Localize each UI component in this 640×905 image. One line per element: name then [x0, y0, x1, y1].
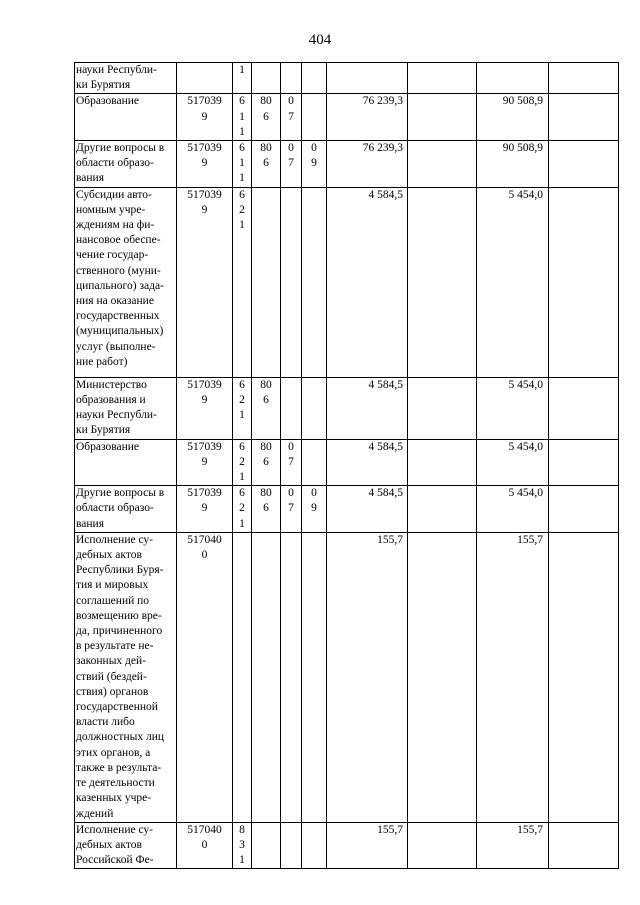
row-name-text: Другие вопросы в области образо- вания [76, 142, 165, 185]
row-name [75, 822, 177, 869]
admin-code-text: 80 6 [260, 378, 272, 406]
admin-code-text: 80 6 [260, 142, 272, 170]
empty-cell [549, 532, 619, 822]
empty-cell [408, 63, 477, 94]
table-row [75, 94, 619, 141]
row-name [75, 439, 177, 486]
amount-year-2-text: 5 454,0 [508, 487, 543, 500]
row-name [75, 63, 177, 94]
expense-type [233, 439, 252, 486]
row-name [75, 94, 177, 141]
table-row [75, 141, 619, 188]
admin-code [252, 486, 281, 533]
expense-type [233, 141, 252, 188]
amount-year-2-text: 5 454,0 [508, 188, 543, 201]
section-code [281, 94, 302, 141]
subsection-code [302, 141, 327, 188]
section-code [281, 822, 302, 869]
subsection-code [302, 63, 327, 94]
amount-year-2 [477, 486, 549, 533]
section-code [281, 439, 302, 486]
admin-code-text: 80 6 [260, 95, 272, 123]
budget-code-text: 517039 9 [187, 142, 222, 170]
admin-code [252, 377, 281, 439]
amount-year-2 [477, 532, 549, 822]
section-code [281, 532, 302, 822]
page-number: 404 [308, 32, 332, 48]
expense-type [233, 377, 252, 439]
amount-year-1-text: 76 239,3 [362, 142, 403, 155]
empty-cell [408, 141, 477, 188]
row-name-text: Министерство образования и науки Республи- ки Бурятия [76, 378, 157, 437]
budget-code [177, 377, 233, 439]
empty-cell [549, 141, 619, 188]
table-row [75, 486, 619, 533]
table-row [75, 532, 619, 822]
table-row [75, 187, 619, 377]
expense-type [233, 94, 252, 141]
admin-code-text: 80 6 [260, 487, 272, 515]
amount-year-1 [327, 822, 408, 869]
amount-year-2-text: 5 454,0 [508, 440, 543, 453]
subsection-code [302, 94, 327, 141]
row-name [75, 187, 177, 377]
expense-type-text: 6 2 1 [239, 487, 245, 530]
amount-year-2-text: 90 508,9 [502, 142, 543, 155]
admin-code-text: 80 6 [260, 440, 272, 468]
amount-year-2 [477, 377, 549, 439]
empty-cell [549, 187, 619, 377]
budget-code [177, 63, 233, 94]
expense-type-text: 1 [239, 64, 245, 76]
empty-cell [408, 532, 477, 822]
subsection-code-text: 0 9 [311, 142, 317, 170]
table-row [75, 822, 619, 869]
budget-code-text: 517039 9 [187, 378, 222, 406]
amount-year-2-text: 155,7 [517, 823, 543, 836]
row-name [75, 486, 177, 533]
budget-code-text: 517040 0 [187, 533, 222, 562]
amount-year-1 [327, 63, 408, 94]
expense-type-text: 6 2 1 [239, 188, 245, 232]
row-name-text: Образование [76, 440, 140, 453]
budget-code [177, 486, 233, 533]
budget-code [177, 187, 233, 377]
expense-type-text: 6 2 1 [239, 440, 245, 484]
admin-code [252, 141, 281, 188]
section-code [281, 63, 302, 94]
amount-year-2-text: 155,7 [517, 533, 543, 546]
amount-year-1-text: 155,7 [377, 823, 403, 836]
expense-type [233, 822, 252, 869]
empty-cell [549, 439, 619, 486]
section-code [281, 187, 302, 377]
table-row [75, 63, 619, 94]
budget-code-text: 517039 9 [187, 188, 222, 216]
amount-year-2-text: 5 454,0 [508, 378, 543, 391]
empty-cell [408, 377, 477, 439]
budget-code [177, 439, 233, 486]
subsection-code [302, 486, 327, 533]
amount-year-1 [327, 377, 408, 439]
empty-cell [549, 486, 619, 533]
budget-table [74, 62, 619, 869]
admin-code [252, 63, 281, 94]
row-name-text: Исполнение су- дебных актов Российской Фе- [76, 823, 154, 867]
amount-year-1-text: 4 584,5 [368, 487, 403, 500]
amount-year-2 [477, 439, 549, 486]
section-code-text: 0 7 [288, 95, 294, 123]
budget-code-text: 517039 9 [187, 487, 222, 515]
empty-cell [549, 94, 619, 141]
budget-code [177, 94, 233, 141]
row-name-text: Субсидии авто- номным учре- ждениям на фи- нансовое обеспе- чение государ- ственного (муни- ципального) зада- ния на оказание государственных (муниципальных) услуг (выполне- ние работ) [76, 188, 164, 368]
section-code [281, 377, 302, 439]
empty-cell [549, 822, 619, 869]
row-name-text: Другие вопросы в области образо- вания [76, 487, 165, 530]
expense-type-text: 6 2 1 [239, 378, 245, 422]
budget-code-text: 517039 9 [187, 440, 222, 468]
empty-cell [549, 63, 619, 94]
expense-type-text: 6 1 1 [239, 95, 245, 138]
empty-cell [408, 486, 477, 533]
admin-code [252, 187, 281, 377]
expense-type [233, 187, 252, 377]
empty-cell [408, 187, 477, 377]
admin-code [252, 439, 281, 486]
expense-type [233, 486, 252, 533]
expense-type [233, 63, 252, 94]
amount-year-1-text: 4 584,5 [368, 440, 403, 453]
section-code [281, 141, 302, 188]
section-code-text: 0 7 [288, 142, 294, 170]
amount-year-1 [327, 94, 408, 141]
subsection-code [302, 187, 327, 377]
amount-year-1 [327, 141, 408, 188]
amount-year-1-text: 4 584,5 [368, 378, 403, 391]
row-name [75, 532, 177, 822]
admin-code [252, 94, 281, 141]
amount-year-1-text: 76 239,3 [362, 95, 403, 108]
section-code-text: 0 7 [288, 440, 294, 468]
amount-year-1-text: 4 584,5 [368, 188, 403, 201]
subsection-code [302, 532, 327, 822]
amount-year-1 [327, 439, 408, 486]
budget-code-text: 517039 9 [187, 95, 222, 123]
row-name [75, 377, 177, 439]
expense-type-text: 8 3 1 [239, 823, 245, 867]
amount-year-1 [327, 187, 408, 377]
expense-type-text: 6 1 1 [239, 142, 245, 185]
expense-type [233, 532, 252, 822]
admin-code [252, 822, 281, 869]
empty-cell [408, 94, 477, 141]
amount-year-2 [477, 94, 549, 141]
row-name-text: Образование [76, 95, 140, 108]
amount-year-2-text: 90 508,9 [502, 95, 543, 108]
subsection-code [302, 439, 327, 486]
subsection-code-text: 0 9 [311, 487, 317, 515]
amount-year-1 [327, 486, 408, 533]
table-row [75, 439, 619, 486]
budget-code-text: 517040 0 [187, 823, 222, 852]
amount-year-1-text: 155,7 [377, 533, 403, 546]
budget-code [177, 141, 233, 188]
row-name-text: науки Республи- ки Бурятия [76, 64, 157, 92]
table-row [75, 377, 619, 439]
budget-code [177, 532, 233, 822]
budget-code [177, 822, 233, 869]
subsection-code [302, 377, 327, 439]
empty-cell [408, 822, 477, 869]
empty-cell [549, 377, 619, 439]
section-code [281, 486, 302, 533]
amount-year-2 [477, 187, 549, 377]
subsection-code [302, 822, 327, 869]
admin-code [252, 532, 281, 822]
row-name [75, 141, 177, 188]
amount-year-2 [477, 822, 549, 869]
amount-year-2 [477, 63, 549, 94]
amount-year-2 [477, 141, 549, 188]
row-name-text: Исполнение су- дебных актов Республики Буря- тия и мировых соглашений по возмещению вре- да, причиненного в результате не- законных дей- ствий (бездей- ствия) органов государственной власти либо должностных лиц этих органов, а также в результа- те деятельности казенных учре- ждений [76, 533, 165, 820]
empty-cell [408, 439, 477, 486]
section-code-text: 0 7 [288, 487, 294, 515]
amount-year-1 [327, 532, 408, 822]
